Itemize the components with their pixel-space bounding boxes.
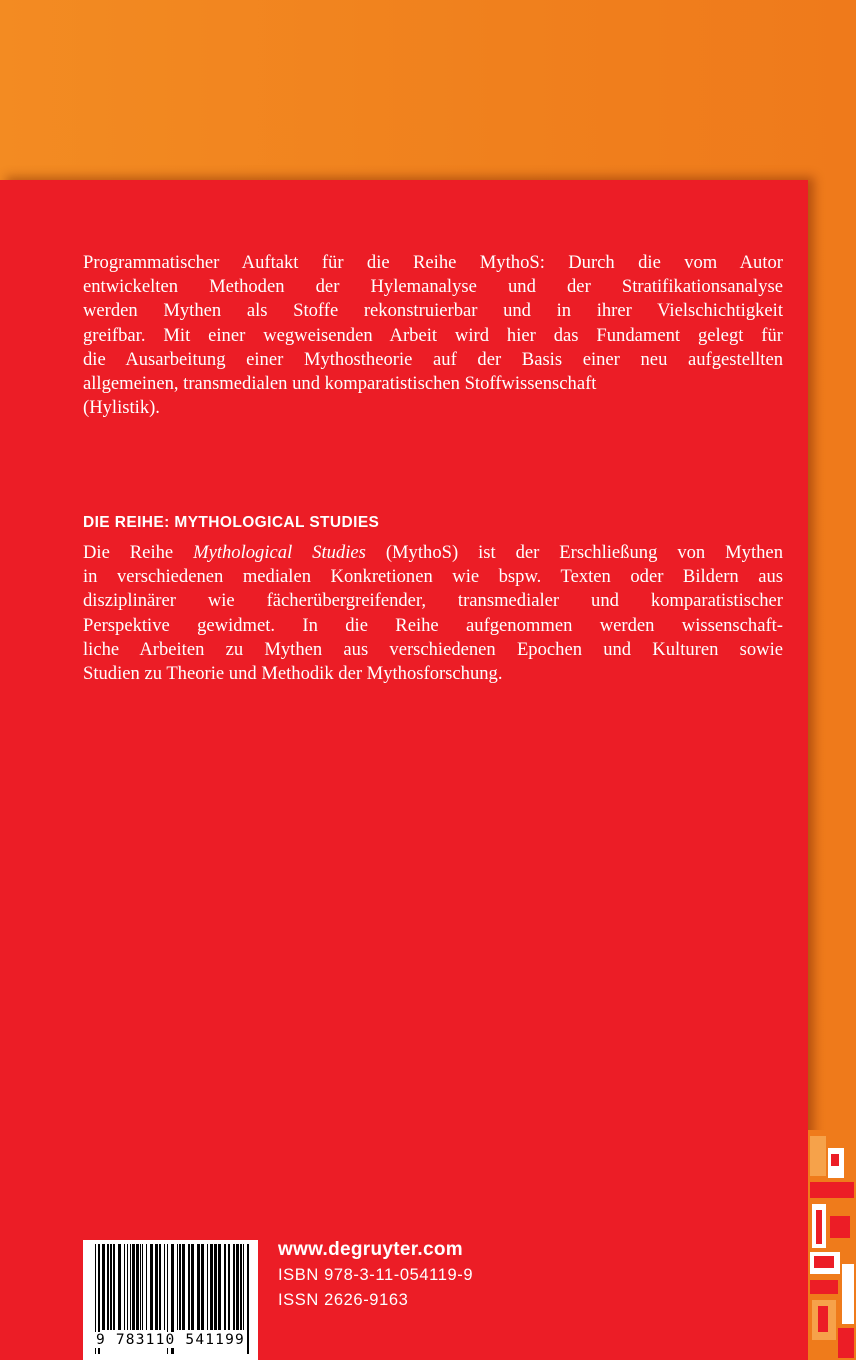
- isbn-text: ISBN 978-3-11-054119-9: [278, 1266, 474, 1284]
- blurb-text: [83, 251, 783, 420]
- series-line: Perspektive gewidmet. In die Reihe aufgenommen werden wissenschaft-: [83, 614, 783, 636]
- series-line: in verschiedenen medialen Konkretionen wie bspw. Texten oder Bildern aus: [83, 566, 783, 588]
- cover-art-fragment: [808, 1130, 856, 1360]
- blurb-line: greifbar. Mit einer wegweisenden Arbeit wird hier das Fundament gelegt für: [83, 324, 783, 346]
- series-heading: DIE REIHE: MYTHOLOGICAL STUDIES: [83, 514, 380, 531]
- blurb-line: (Hylistik).: [83, 397, 160, 419]
- barcode: [83, 1240, 258, 1360]
- series-title-italic: Mythological Studies: [193, 542, 366, 563]
- blurb-line: Programmatischer Auftakt für die Reihe MythoS: Durch die vom Autor: [83, 252, 783, 273]
- series-line: [83, 541, 783, 565]
- publisher-info: [278, 1237, 473, 1313]
- series-line: disziplinärer wie fächerübergreifender, transmedialer und komparatistischer: [83, 590, 783, 612]
- blurb-line: werden Mythen als Stoffe rekonstruierbar und in ihrer Vielschichtigkeit: [83, 300, 783, 322]
- series-line: Studien zu Theorie und Methodik der Mythosforschung.: [83, 663, 503, 685]
- blurb-line: die Ausarbeitung einer Mythostheorie auf der Basis einer neu aufgestellten: [83, 348, 783, 370]
- series-line-prefix: Die Reihe: [83, 542, 194, 563]
- series-description: [83, 541, 783, 686]
- issn-text: ISSN 2626-9163: [278, 1291, 409, 1309]
- blurb-line: allgemeinen, transmedialen und komparatistischen Stoffwissenschaft: [83, 373, 597, 395]
- barcode-digits: [83, 1332, 258, 1348]
- series-line: liche Arbeiten zu Mythen aus verschiedenen Epochen und Kulturen sowie: [83, 638, 783, 660]
- series-line-suffix: (MythoS) ist der Erschließung von Mythen: [365, 542, 783, 563]
- blurb-line: entwickelten Methoden der Hylemanalyse und der Stratifikationsanalyse: [83, 276, 783, 298]
- publisher-url[interactable]: www.degruyter.com: [278, 1239, 463, 1260]
- barcode-number: 9 783110 541199: [96, 1332, 245, 1348]
